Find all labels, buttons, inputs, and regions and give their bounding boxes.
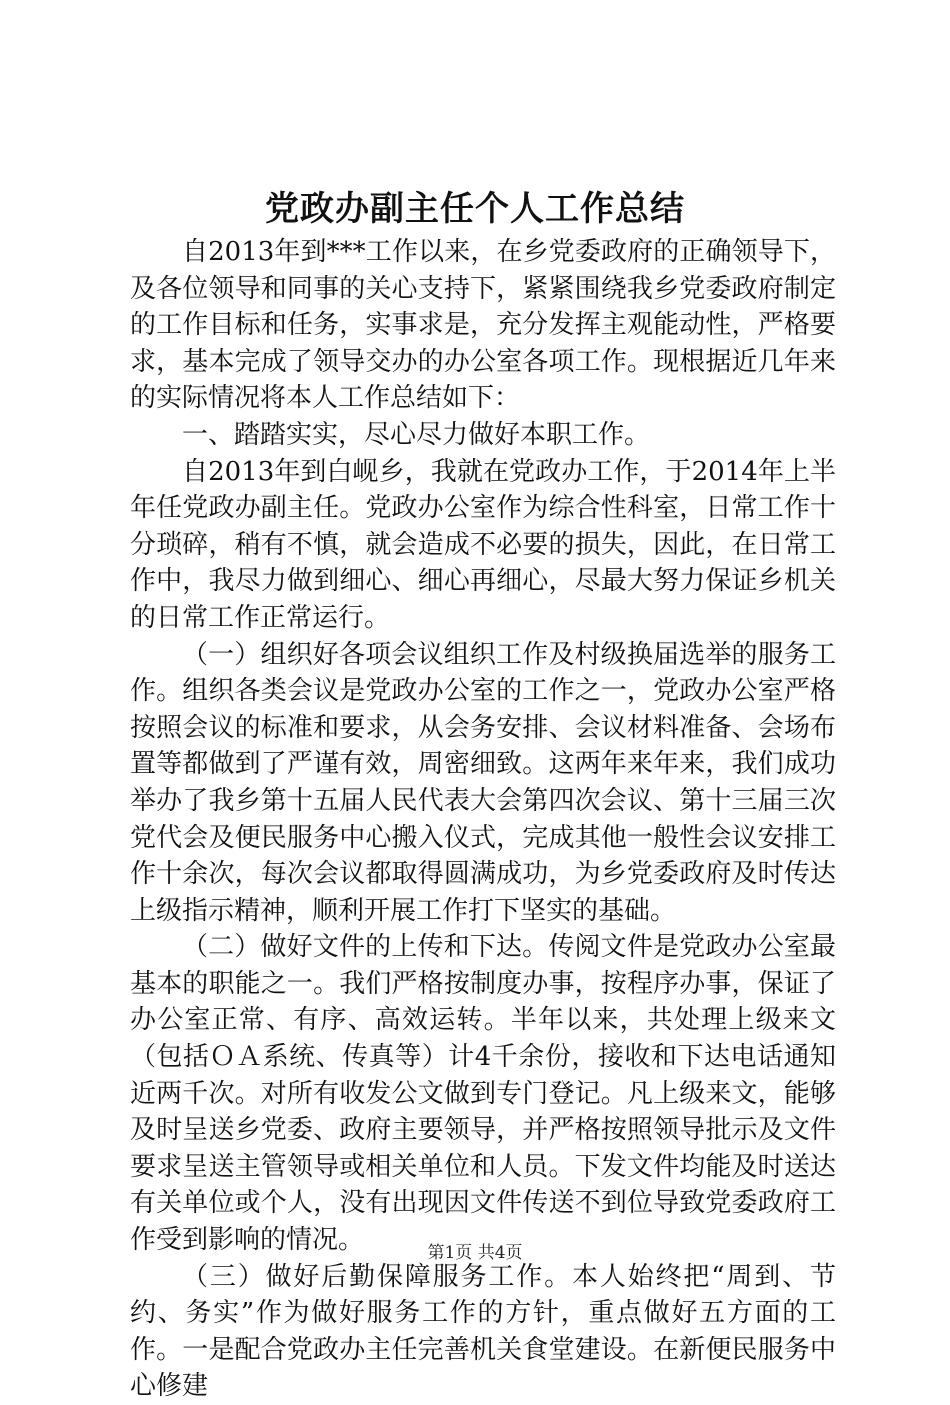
paragraph-item-2-documents: （二）做好文件的上传和下达。传阅文件是党政办公室最基本的职能之一。我们严格按制度办事，按程序办事，保证了办公室正常、有序、高效运转。半年以来，共处理上级来文（包括ＯＡ系统、传真等）计4千余份，接收和下达电话通知近两千次。对所有收发公文做到专门登记。凡上级来文，能够及时呈送乡党委、政府主要领导，并严格按照领导批示及文件要求呈送主管领导或相关单位和人员。下发文件均能及时送达有关单位或个人，没有出现因文件传送不到位导致党委政府工作受到影响的情况。 [130, 932, 836, 1256]
paragraph-item-1-meetings: （一）组织好各项会议组织工作及村级换届选举的服务工作。组织各类会议是党政办公室的工作之一，党政办公室严格按照会议的标准和要求，从会务安排、会议材料准备、会场布置等都做到了严谨有效，周密细致。这两年来年来，我们成功举办了我乡第十五届人民代表大会第四次会议、第十三届三次党代会及便民服务中心搬入仪式，完成其他一般性会议安排工作十余次，每次会议都取得圆满成功，为乡党委政府及时传达上级指示精神，顺利开展工作打下坚实的基础。 [130, 639, 836, 926]
paragraph-job-overview: 自2013年到白岘乡，我就在党政办工作，于2014年上半年任党政办副主任。党政办公室作为综合性科室，日常工作十分琐碎，稍有不慎，就会造成不必要的损失，因此，在日常工作中，我尽力做到细心、细心再细心，尽最大努力保证乡机关的日常工作正常运行。 [130, 456, 836, 633]
paragraph-intro: 自2013年到***工作以来，在乡党委政府的正确领导下，及各位领导和同事的关心支持下，紧紧围绕我乡党委政府制定的工作目标和任务，实事求是，充分发挥主观能动性，严格要求，基本完成了领导交办的办公室各项工作。现根据近几年来的实际情况将本人工作总结如下： [130, 237, 836, 414]
paragraph-section-heading-1: 一、踏踏实实，尽心尽力做好本职工作。 [182, 419, 651, 450]
document-body [130, 234, 836, 1405]
page-number-footer: 第1页 共4页 [427, 1243, 523, 1263]
document-title: 党政办副主任个人工作总结 [265, 189, 685, 229]
paragraph-item-3-logistics: （三）做好后勤保障服务工作。本人始终把“周到、节约、务实”作为做好服务工作的方针，重点做好五方面的工作。一是配合党政办主任完善机关食堂建设。在新便民服务中心修建 [130, 1261, 836, 1402]
